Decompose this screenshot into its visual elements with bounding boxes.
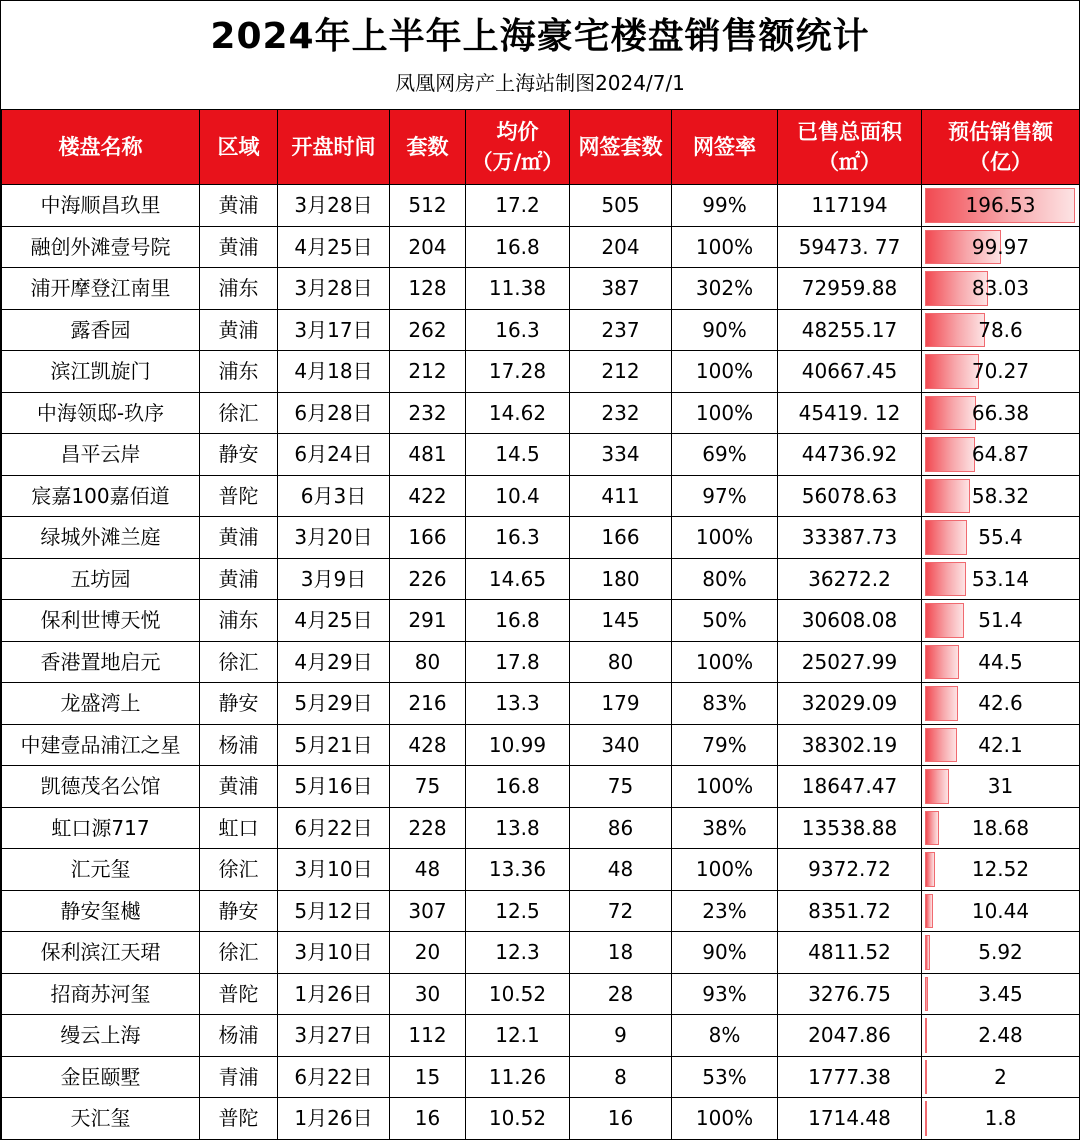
cell-sales — [922, 392, 1080, 434]
cell-units: 48 — [390, 849, 466, 891]
cell-units: 212 — [390, 351, 466, 393]
column-header-label: 预估销售额 — [948, 120, 1053, 144]
cell-avg-price: 14.62 — [466, 392, 570, 434]
cell-sales — [922, 1056, 1080, 1098]
cell-district: 黄浦 — [200, 766, 278, 808]
cell-open: 6月22日 — [278, 807, 390, 849]
sales-value-label: 3.45 — [978, 981, 1023, 1006]
cell-units: 204 — [390, 226, 466, 268]
sales-value-label: 5.92 — [978, 940, 1023, 965]
cell-district: 普陀 — [200, 973, 278, 1015]
cell-name: 中海领邸-玖序 — [2, 392, 200, 434]
cell-avg-price: 12.3 — [466, 932, 570, 974]
table-row — [2, 309, 1080, 351]
cell-area: 59473. 77 — [778, 226, 922, 268]
cell-avg-price: 17.8 — [466, 641, 570, 683]
table-row — [2, 392, 1080, 434]
cell-rate: 100% — [672, 1098, 778, 1140]
cell-sales — [922, 268, 1080, 310]
sales-value-label: 64.87 — [971, 442, 1030, 467]
cell-district: 静安 — [200, 890, 278, 932]
page-title: 2024年上半年上海豪宅楼盘销售额统计 — [210, 16, 870, 57]
column-header-3 — [390, 110, 466, 185]
cell-signed: 180 — [570, 558, 672, 600]
sales-value-label: 55.4 — [978, 525, 1023, 550]
cell-area: 36272.2 — [778, 558, 922, 600]
table-row — [2, 766, 1080, 808]
cell-units: 30 — [390, 973, 466, 1015]
column-header-4 — [466, 110, 570, 185]
cell-name: 五坊园 — [2, 558, 200, 600]
column-header-0 — [2, 110, 200, 185]
cell-avg-price: 10.52 — [466, 1098, 570, 1140]
cell-name: 保利滨江天珺 — [2, 932, 200, 974]
cell-name: 融创外滩壹号院 — [2, 226, 200, 268]
cell-signed: 18 — [570, 932, 672, 974]
cell-name: 凯德茂名公馆 — [2, 766, 200, 808]
cell-avg-price: 16.8 — [466, 600, 570, 642]
cell-open: 4月25日 — [278, 600, 390, 642]
cell-avg-price: 13.36 — [466, 849, 570, 891]
table-row — [2, 434, 1080, 476]
cell-district: 青浦 — [200, 1056, 278, 1098]
table-row — [2, 226, 1080, 268]
sales-value-label: 1.8 — [984, 1106, 1017, 1131]
cell-signed: 48 — [570, 849, 672, 891]
cell-sales — [922, 185, 1080, 227]
cell-district: 虹口 — [200, 807, 278, 849]
cell-avg-price: 10.99 — [466, 724, 570, 766]
cell-district: 黄浦 — [200, 309, 278, 351]
cell-signed: 179 — [570, 683, 672, 725]
cell-avg-price: 16.8 — [466, 766, 570, 808]
cell-name: 汇元玺 — [2, 849, 200, 891]
table-row — [2, 517, 1080, 559]
cell-name: 滨江凯旋门 — [2, 351, 200, 393]
cell-units: 16 — [390, 1098, 466, 1140]
cell-open: 1月26日 — [278, 973, 390, 1015]
table-row — [2, 600, 1080, 642]
sales-bar — [925, 645, 959, 680]
cell-signed: 411 — [570, 475, 672, 517]
cell-open: 6月24日 — [278, 434, 390, 476]
cell-district: 徐汇 — [200, 932, 278, 974]
cell-sales — [922, 309, 1080, 351]
cell-district: 徐汇 — [200, 849, 278, 891]
table-row — [2, 1098, 1080, 1140]
table-row — [2, 724, 1080, 766]
cell-sales — [922, 766, 1080, 808]
cell-signed: 166 — [570, 517, 672, 559]
cell-signed: 75 — [570, 766, 672, 808]
cell-area: 1714.48 — [778, 1098, 922, 1140]
cell-area: 38302.19 — [778, 724, 922, 766]
cell-area: 8351.72 — [778, 890, 922, 932]
cell-units: 262 — [390, 309, 466, 351]
column-header-label: 均价 — [496, 120, 539, 144]
sales-value-label: 66.38 — [971, 400, 1030, 425]
sales-value-label: 99.97 — [971, 234, 1030, 259]
sales-value-label: 42.6 — [978, 691, 1023, 716]
cell-rate: 100% — [672, 392, 778, 434]
cell-name: 露香园 — [2, 309, 200, 351]
cell-district: 浦东 — [200, 600, 278, 642]
sales-value-label: 18.68 — [971, 815, 1030, 840]
cell-sales — [922, 641, 1080, 683]
cell-rate: 302% — [672, 268, 778, 310]
sales-value-label: 78.6 — [978, 317, 1023, 342]
cell-avg-price: 16.8 — [466, 226, 570, 268]
table-row — [2, 683, 1080, 725]
cell-area: 40667.45 — [778, 351, 922, 393]
table-row — [2, 268, 1080, 310]
cell-sales — [922, 226, 1080, 268]
cell-name: 中建壹品浦江之星 — [2, 724, 200, 766]
cell-signed: 80 — [570, 641, 672, 683]
cell-area: 1777.38 — [778, 1056, 922, 1098]
cell-rate: 99% — [672, 185, 778, 227]
sales-bar — [925, 354, 979, 389]
sales-bar — [925, 894, 933, 929]
table-header-row — [2, 110, 1080, 185]
cell-rate: 53% — [672, 1056, 778, 1098]
cell-area: 44736.92 — [778, 434, 922, 476]
sales-bar — [925, 562, 966, 597]
column-header-label: 楼盘名称 — [58, 135, 143, 159]
cell-open: 3月28日 — [278, 185, 390, 227]
cell-units: 428 — [390, 724, 466, 766]
cell-units: 216 — [390, 683, 466, 725]
cell-district: 浦东 — [200, 268, 278, 310]
cell-open: 6月3日 — [278, 475, 390, 517]
cell-units: 20 — [390, 932, 466, 974]
sales-value-label: 2 — [994, 1064, 1007, 1089]
cell-avg-price: 14.5 — [466, 434, 570, 476]
cell-signed: 237 — [570, 309, 672, 351]
sales-bar — [925, 479, 970, 514]
sales-value-label: 2.48 — [978, 1023, 1023, 1048]
sales-bar — [925, 396, 976, 431]
cell-open: 6月28日 — [278, 392, 390, 434]
cell-avg-price: 14.65 — [466, 558, 570, 600]
cell-units: 422 — [390, 475, 466, 517]
cell-signed: 72 — [570, 890, 672, 932]
sales-bar — [925, 728, 957, 763]
cell-rate: 38% — [672, 807, 778, 849]
cell-avg-price: 13.3 — [466, 683, 570, 725]
table-row — [2, 185, 1080, 227]
cell-rate: 80% — [672, 558, 778, 600]
cell-district: 静安 — [200, 434, 278, 476]
cell-rate: 100% — [672, 766, 778, 808]
cell-signed: 204 — [570, 226, 672, 268]
cell-signed: 505 — [570, 185, 672, 227]
cell-area: 4811.52 — [778, 932, 922, 974]
cell-sales — [922, 475, 1080, 517]
cell-name: 香港置地启元 — [2, 641, 200, 683]
cell-signed: 340 — [570, 724, 672, 766]
cell-sales — [922, 807, 1080, 849]
cell-units: 15 — [390, 1056, 466, 1098]
sales-value-label: 58.32 — [971, 483, 1030, 508]
sales-table — [1, 109, 1080, 1140]
cell-units: 232 — [390, 392, 466, 434]
cell-name: 龙盛湾上 — [2, 683, 200, 725]
cell-units: 75 — [390, 766, 466, 808]
cell-sales — [922, 683, 1080, 725]
table-row — [2, 973, 1080, 1015]
cell-area: 32029.09 — [778, 683, 922, 725]
cell-district: 杨浦 — [200, 1015, 278, 1057]
sales-bar — [925, 769, 949, 804]
cell-signed: 8 — [570, 1056, 672, 1098]
cell-rate: 100% — [672, 849, 778, 891]
sales-value-label: 51.4 — [978, 608, 1023, 633]
cell-signed: 16 — [570, 1098, 672, 1140]
table-row — [2, 351, 1080, 393]
cell-avg-price: 12.5 — [466, 890, 570, 932]
cell-name: 静安玺樾 — [2, 890, 200, 932]
sales-bar — [925, 520, 967, 555]
sales-value-label: 196.53 — [965, 193, 1036, 218]
table-body — [2, 185, 1080, 1140]
column-header-unit: （万/㎡） — [471, 150, 564, 174]
cell-area: 30608.08 — [778, 600, 922, 642]
cell-avg-price: 11.26 — [466, 1056, 570, 1098]
cell-rate: 100% — [672, 226, 778, 268]
cell-district: 静安 — [200, 683, 278, 725]
cell-signed: 232 — [570, 392, 672, 434]
cell-avg-price: 16.3 — [466, 517, 570, 559]
cell-units: 481 — [390, 434, 466, 476]
cell-name: 中海顺昌玖里 — [2, 185, 200, 227]
cell-units: 228 — [390, 807, 466, 849]
cell-area: 33387.73 — [778, 517, 922, 559]
column-header-label: 开盘时间 — [291, 135, 376, 159]
cell-area: 13538.88 — [778, 807, 922, 849]
cell-open: 5月16日 — [278, 766, 390, 808]
sales-value-label: 53.14 — [971, 566, 1030, 591]
cell-name: 缦云上海 — [2, 1015, 200, 1057]
cell-name: 浦开摩登江南里 — [2, 268, 200, 310]
cell-units: 291 — [390, 600, 466, 642]
sales-value-label: 12.52 — [971, 857, 1030, 882]
cell-district: 黄浦 — [200, 226, 278, 268]
cell-area: 2047.86 — [778, 1015, 922, 1057]
cell-avg-price: 11.38 — [466, 268, 570, 310]
column-header-label: 套数 — [406, 135, 449, 159]
cell-rate: 93% — [672, 973, 778, 1015]
cell-name: 保利世博天悦 — [2, 600, 200, 642]
cell-rate: 90% — [672, 309, 778, 351]
cell-district: 浦东 — [200, 351, 278, 393]
column-header-label: 已售总面积 — [797, 120, 902, 144]
sales-value-label: 42.1 — [978, 732, 1023, 757]
cell-signed: 387 — [570, 268, 672, 310]
column-header-1 — [200, 110, 278, 185]
cell-open: 3月17日 — [278, 309, 390, 351]
cell-open: 5月21日 — [278, 724, 390, 766]
sales-value-label: 83.03 — [971, 276, 1030, 301]
table-row — [2, 849, 1080, 891]
cell-units: 226 — [390, 558, 466, 600]
cell-sales — [922, 351, 1080, 393]
table-row — [2, 890, 1080, 932]
cell-rate: 23% — [672, 890, 778, 932]
table-row — [2, 932, 1080, 974]
sales-bar — [925, 852, 935, 887]
cell-area: 25027.99 — [778, 641, 922, 683]
table-row — [2, 641, 1080, 683]
cell-sales — [922, 1098, 1080, 1140]
cell-sales — [922, 434, 1080, 476]
cell-rate: 50% — [672, 600, 778, 642]
cell-open: 4月29日 — [278, 641, 390, 683]
cell-signed: 9 — [570, 1015, 672, 1057]
cell-district: 黄浦 — [200, 558, 278, 600]
cell-area: 72959.88 — [778, 268, 922, 310]
cell-name: 昌平云岸 — [2, 434, 200, 476]
sales-value-label: 70.27 — [971, 359, 1030, 384]
cell-rate: 90% — [672, 932, 778, 974]
cell-open: 1月26日 — [278, 1098, 390, 1140]
cell-district: 普陀 — [200, 475, 278, 517]
cell-open: 5月29日 — [278, 683, 390, 725]
cell-units: 512 — [390, 185, 466, 227]
cell-name: 天汇玺 — [2, 1098, 200, 1140]
sales-value-label: 31 — [987, 774, 1014, 799]
cell-district: 黄浦 — [200, 517, 278, 559]
cell-units: 128 — [390, 268, 466, 310]
cell-units: 166 — [390, 517, 466, 559]
cell-open: 5月12日 — [278, 890, 390, 932]
sales-value-label: 44.5 — [978, 649, 1023, 674]
cell-rate: 97% — [672, 475, 778, 517]
cell-open: 3月28日 — [278, 268, 390, 310]
cell-open: 6月22日 — [278, 1056, 390, 1098]
cell-rate: 69% — [672, 434, 778, 476]
cell-open: 3月9日 — [278, 558, 390, 600]
cell-avg-price: 12.1 — [466, 1015, 570, 1057]
cell-name: 虹口源717 — [2, 807, 200, 849]
cell-sales — [922, 932, 1080, 974]
page-subtitle: 凤凰网房产上海站制图2024/7/1 — [395, 71, 685, 95]
column-header-2 — [278, 110, 390, 185]
cell-area: 9372.72 — [778, 849, 922, 891]
cell-sales — [922, 849, 1080, 891]
cell-avg-price: 10.4 — [466, 475, 570, 517]
cell-avg-price: 16.3 — [466, 309, 570, 351]
cell-avg-price: 10.52 — [466, 973, 570, 1015]
cell-open: 3月10日 — [278, 932, 390, 974]
cell-sales — [922, 558, 1080, 600]
cell-avg-price: 17.2 — [466, 185, 570, 227]
sales-bar — [925, 313, 985, 348]
sales-bar — [925, 437, 975, 472]
cell-district: 徐汇 — [200, 392, 278, 434]
cell-rate: 100% — [672, 517, 778, 559]
table-row — [2, 807, 1080, 849]
cell-open: 4月25日 — [278, 226, 390, 268]
column-header-unit: （㎡） — [818, 150, 881, 174]
table-row — [2, 1015, 1080, 1057]
cell-rate: 79% — [672, 724, 778, 766]
cell-signed: 212 — [570, 351, 672, 393]
cell-sales — [922, 517, 1080, 559]
cell-name: 金臣颐墅 — [2, 1056, 200, 1098]
cell-rate: 83% — [672, 683, 778, 725]
cell-name: 招商苏河玺 — [2, 973, 200, 1015]
sales-bar — [925, 686, 958, 721]
cell-open: 4月18日 — [278, 351, 390, 393]
cell-sales — [922, 724, 1080, 766]
cell-district: 黄浦 — [200, 185, 278, 227]
cell-avg-price: 17.28 — [466, 351, 570, 393]
cell-signed: 86 — [570, 807, 672, 849]
cell-sales — [922, 890, 1080, 932]
column-header-label: 网签套数 — [578, 135, 663, 159]
sales-bar — [925, 1101, 927, 1136]
sales-bar — [925, 977, 928, 1012]
cell-signed: 28 — [570, 973, 672, 1015]
cell-sales — [922, 973, 1080, 1015]
cell-sales — [922, 1015, 1080, 1057]
column-header-5 — [570, 110, 672, 185]
cell-district: 徐汇 — [200, 641, 278, 683]
cell-area: 3276.75 — [778, 973, 922, 1015]
sales-value-label: 10.44 — [971, 898, 1030, 923]
table-row — [2, 558, 1080, 600]
cell-signed: 334 — [570, 434, 672, 476]
table-row — [2, 475, 1080, 517]
cell-rate: 100% — [672, 351, 778, 393]
cell-open: 3月10日 — [278, 849, 390, 891]
column-header-unit: （亿） — [969, 150, 1032, 174]
cell-area: 48255.17 — [778, 309, 922, 351]
cell-rate: 100% — [672, 641, 778, 683]
column-header-8 — [922, 110, 1080, 185]
sales-bar — [925, 811, 939, 846]
cell-name: 绿城外滩兰庭 — [2, 517, 200, 559]
cell-units: 80 — [390, 641, 466, 683]
cell-units: 307 — [390, 890, 466, 932]
cell-sales — [922, 600, 1080, 642]
cell-district: 普陀 — [200, 1098, 278, 1140]
cell-area: 45419. 12 — [778, 392, 922, 434]
table-row — [2, 1056, 1080, 1098]
cell-district: 杨浦 — [200, 724, 278, 766]
cell-avg-price: 13.8 — [466, 807, 570, 849]
cell-rate: 8% — [672, 1015, 778, 1057]
sales-bar — [925, 603, 964, 638]
column-header-label: 区域 — [217, 135, 260, 159]
cell-area: 18647.47 — [778, 766, 922, 808]
sales-bar — [925, 1060, 927, 1095]
sales-bar — [925, 935, 930, 970]
column-header-7 — [778, 110, 922, 185]
cell-area: 56078.63 — [778, 475, 922, 517]
sales-bar — [925, 1018, 927, 1053]
cell-open: 3月20日 — [278, 517, 390, 559]
cell-name: 宸嘉100嘉佰道 — [2, 475, 200, 517]
cell-open: 3月27日 — [278, 1015, 390, 1057]
column-header-6 — [672, 110, 778, 185]
cell-area: 117194 — [778, 185, 922, 227]
cell-signed: 145 — [570, 600, 672, 642]
cell-units: 112 — [390, 1015, 466, 1057]
column-header-label: 网签率 — [693, 135, 756, 159]
